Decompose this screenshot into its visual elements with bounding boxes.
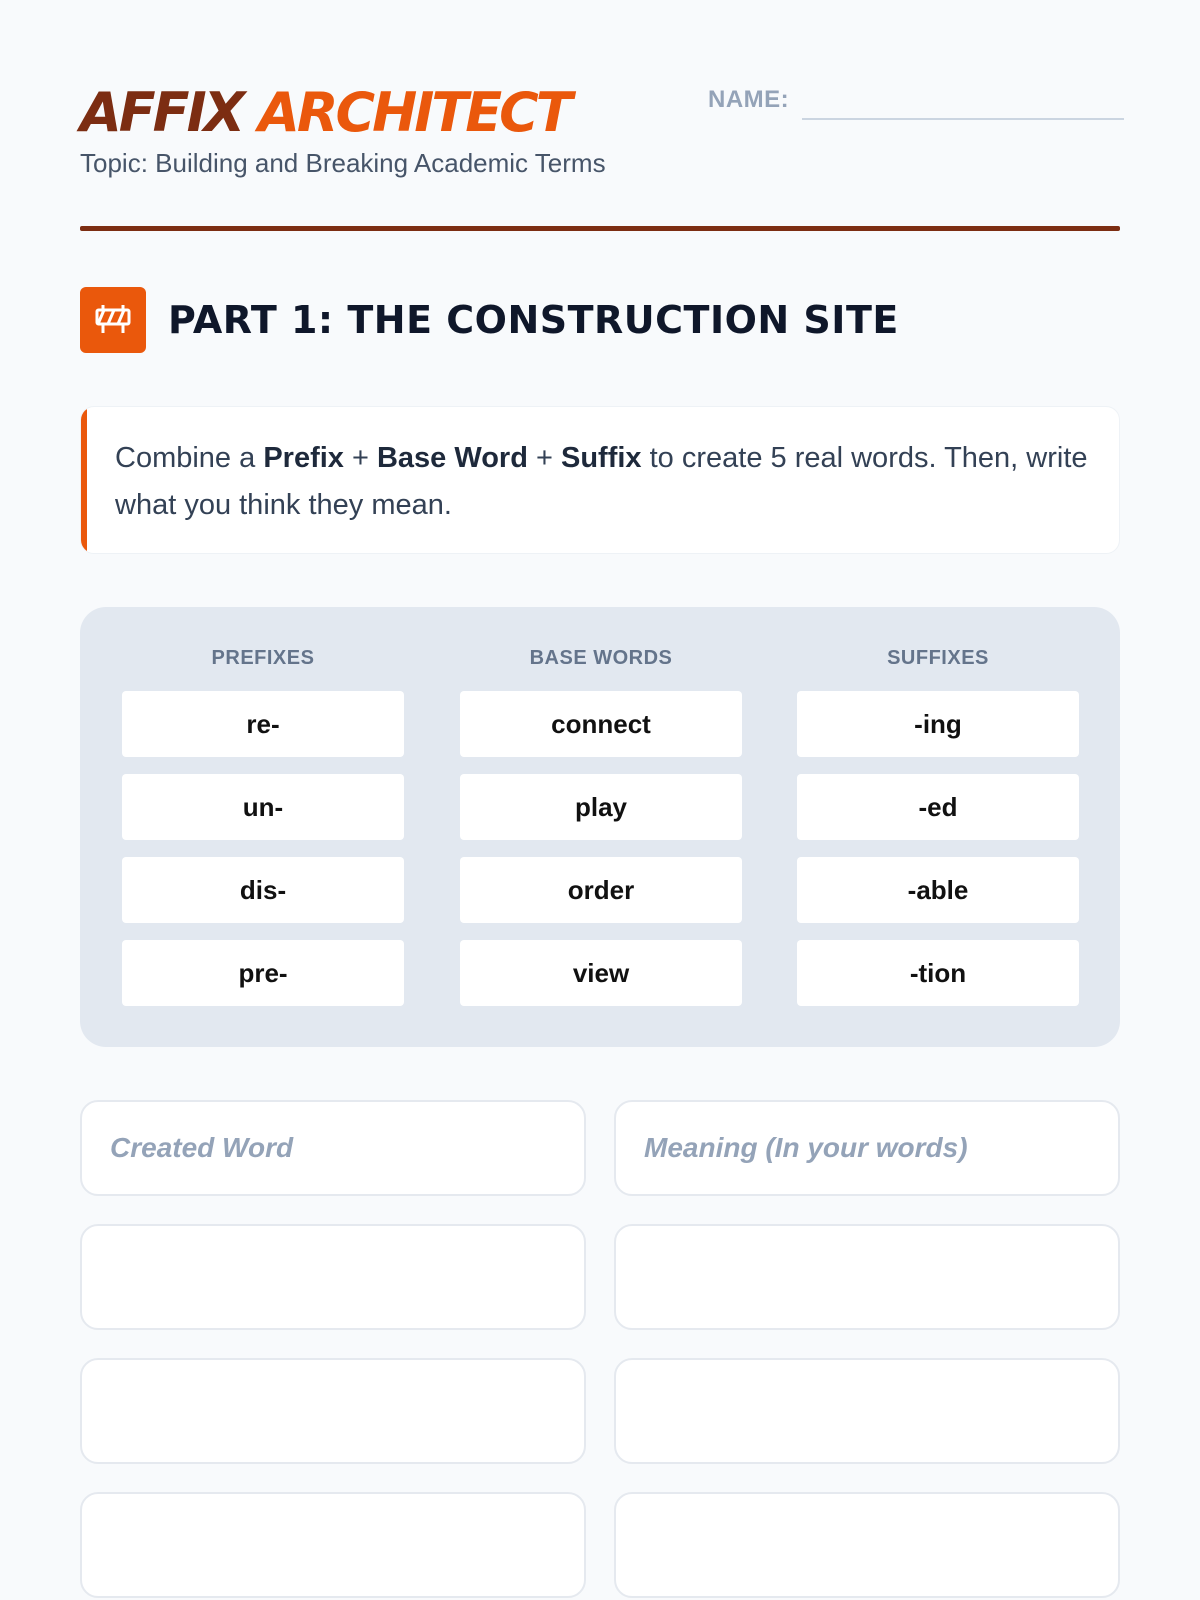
- construction-barrier-icon: [80, 287, 146, 353]
- name-label: NAME:: [708, 86, 790, 113]
- created-word-input[interactable]: [80, 1224, 586, 1330]
- meaning-input[interactable]: [614, 1492, 1120, 1598]
- word-tile: -tion: [797, 940, 1079, 1006]
- created-word-input[interactable]: [80, 1100, 586, 1196]
- suffixes-column: [797, 647, 1079, 1006]
- topic-subtitle: Topic: Building and Breaking Academic Terms: [80, 148, 606, 178]
- word-tile: order: [460, 857, 742, 923]
- column-heading: SUFFIXES: [887, 647, 989, 669]
- created-word-input[interactable]: [80, 1492, 586, 1598]
- meaning-input[interactable]: [614, 1224, 1120, 1330]
- created-word-input[interactable]: [80, 1358, 586, 1464]
- word-tile: -able: [797, 857, 1079, 923]
- worksheet-title: [80, 82, 570, 144]
- instructions-prefix: Prefix: [263, 442, 344, 474]
- column-heading: PREFIXES: [211, 647, 315, 669]
- meaning-input[interactable]: [614, 1358, 1120, 1464]
- column-heading: BASE WORDS: [529, 647, 673, 669]
- title-part-affix: AFFIX: [80, 81, 243, 144]
- word-tile: pre-: [122, 940, 404, 1006]
- word-tile: -ing: [797, 691, 1079, 757]
- base-words-column: [460, 647, 742, 1006]
- instructions-box: [80, 406, 1120, 554]
- instructions-text: [115, 435, 1095, 529]
- word-tile: view: [460, 940, 742, 1006]
- word-tile: -ed: [797, 774, 1079, 840]
- header-divider: [80, 226, 1120, 231]
- instructions-suffix: Suffix: [561, 442, 642, 474]
- instructions-base-word: Base Word: [376, 442, 528, 474]
- word-tile: re-: [122, 691, 404, 757]
- meaning-input[interactable]: [614, 1100, 1120, 1196]
- word-tile: dis-: [122, 857, 404, 923]
- section-title: PART 1: THE CONSTRUCTION SITE: [168, 298, 899, 342]
- instructions-text-part: to create 5 real words. Then, write what you think they mean.: [115, 442, 1088, 521]
- instructions-plus: +: [343, 442, 377, 474]
- instructions-text-part: Combine a: [115, 442, 264, 474]
- word-tile: connect: [460, 691, 742, 757]
- worksheet-header: [80, 78, 1120, 198]
- word-tile: play: [460, 774, 742, 840]
- instructions-plus: +: [527, 442, 561, 474]
- word-tile: un-: [122, 774, 404, 840]
- title-part-architect: ARCHITECT: [258, 81, 570, 144]
- word-bank: [80, 607, 1120, 1047]
- prefixes-column: [122, 647, 404, 1006]
- name-input[interactable]: [802, 116, 1124, 120]
- section-header: [80, 287, 1120, 353]
